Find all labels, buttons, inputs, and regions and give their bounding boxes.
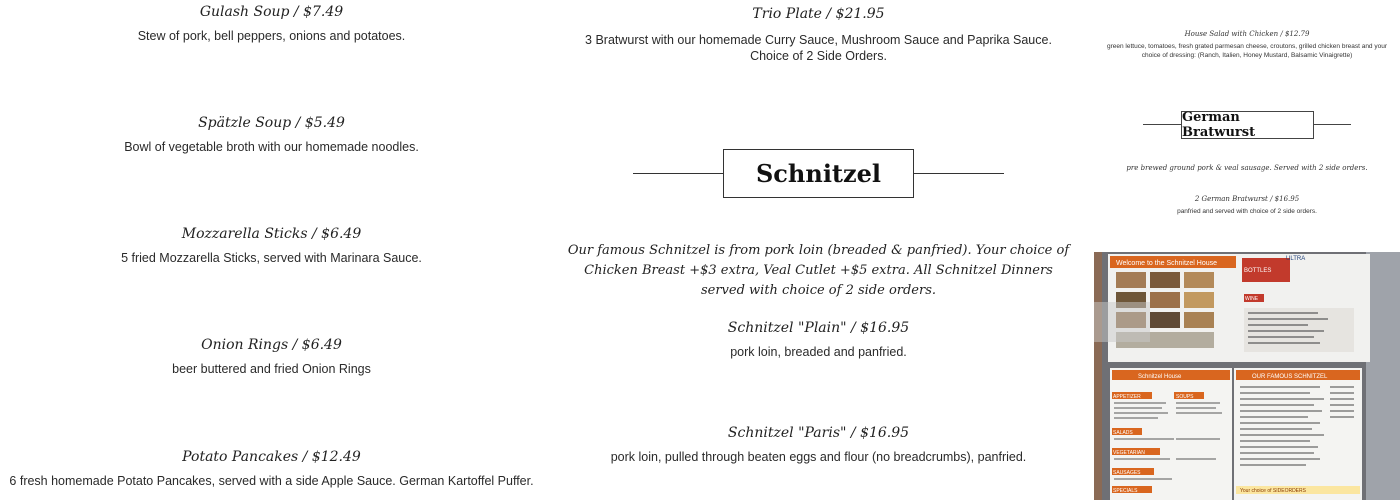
middle-menu-column [543, 0, 1094, 500]
photo-salads-label: SALADS [1113, 430, 1133, 436]
menu-item-description: green lettuce, tomatoes, fresh grated parmesan cheese, croutons, grilled chicken breast and your choice of dressing: (Ranch, Italien, Honey Mustard, Balsamic Vinaigrette) [1106, 43, 1388, 59]
photo-vegetarian-label: VEGETARIAN [1113, 450, 1145, 456]
menu-item-trio-plate [543, 4, 1094, 64]
menu-board-photo [1094, 252, 1400, 500]
divider-line [1313, 124, 1351, 125]
menu-item-german-bratwurst [1104, 195, 1390, 216]
menu-item-description: Bowl of vegetable broth with our homemade noodles. [124, 140, 419, 154]
menu-item-gulash-soup [0, 2, 543, 44]
photo-sides-label: Your choice of SIDEORDERS [1240, 488, 1306, 494]
menu-board-photo-graphic [1094, 252, 1400, 500]
menu-item-schnitzel-plain [543, 318, 1094, 360]
menu-item-title: Schnitzel "Paris" / $16.95 [727, 425, 910, 441]
right-menu-column [1094, 0, 1400, 500]
menu-item-title: Schnitzel "Plain" / $16.95 [727, 320, 910, 336]
menu-item-description: 3 Bratwurst with our homemade Curry Sauce, Mushroom Sauce and Paprika Sauce. Choice of 2 Side Orders. [585, 33, 1052, 63]
schnitzel-intro: Our famous Schnitzel is from pork loin (breaded & panfried). Your choice of Chicken Breast +$3 extra, Veal Cutlet +$5 extra. All Schnitzel Dinners served with choice of 2 side orders. [567, 243, 1070, 298]
divider-line [633, 173, 723, 174]
left-menu-column [0, 0, 543, 500]
menu-item-house-salad [1102, 30, 1392, 60]
section-title: Schnitzel [755, 159, 882, 188]
menu-item-description: panfried and served with choice of 2 side orders. [1177, 208, 1317, 215]
menu-item-spaetzle-soup [0, 113, 543, 155]
photo-wine-label: WINE [1245, 296, 1259, 302]
bratwurst-section-header [1094, 111, 1400, 139]
menu-item-title: Mozzarella Sticks / $6.49 [181, 226, 362, 242]
section-title-box [1181, 111, 1314, 139]
section-title: German Bratwurst [1182, 110, 1256, 140]
divider-line [914, 173, 1004, 174]
menu-item-description: Stew of pork, bell peppers, onions and potatoes. [137, 29, 406, 43]
photo-bottles-label: BOTTLES [1244, 268, 1272, 274]
photo-menu-title: Schnitzel House [1138, 374, 1182, 380]
menu-item-title: Gulash Soup / $7.49 [199, 4, 344, 20]
menu-item-description: 5 fried Mozzarella Sticks, served with Marinara Sauce. [121, 251, 422, 265]
menu-item-description: pork loin, breaded and panfried. [730, 345, 907, 359]
menu-item-title: Spätzle Soup / $5.49 [198, 115, 345, 131]
photo-specials-label: SPECIALS [1113, 488, 1138, 494]
section-intro-text: pre brewed ground pork & veal sausage. Served with 2 side orders. [1126, 164, 1368, 172]
menu-item-title: 2 German Bratwurst / $16.95 [1194, 195, 1300, 203]
menu-item-title: Trio Plate / $21.95 [752, 6, 885, 22]
menu-item-description: 6 fresh homemade Potato Pancakes, served with a side Apple Sauce. German Kartoffel Puffer. [9, 474, 534, 488]
menu-item-title: Potato Pancakes / $12.49 [182, 449, 361, 465]
menu-item-description: beer buttered and fried Onion Rings [172, 362, 371, 376]
section-title-box [723, 149, 914, 198]
menu-item-title: House Salad with Chicken / $12.79 [1184, 30, 1310, 38]
schnitzel-section-header [543, 149, 1094, 199]
bratwurst-intro [1104, 164, 1390, 172]
menu-item-onion-rings [0, 335, 543, 377]
menu-item-potato-pancakes [0, 447, 543, 489]
photo-welcome-text: Welcome to the Schnitzel House [1116, 260, 1218, 267]
photo-famous-label: OUR FAMOUS SCHNITZEL [1252, 374, 1328, 380]
photo-appetizer-label: APPETIZER [1113, 394, 1141, 400]
photo-ultra-label: ULTRA [1286, 256, 1306, 262]
menu-item-schnitzel-paris [543, 423, 1094, 465]
menu-item-description: pork loin, pulled through beaten eggs and flour (no breadcrumbs), panfried. [610, 450, 1027, 464]
menu-item-mozzarella-sticks [0, 224, 543, 266]
photo-sausages-label: SAUSAGES [1113, 470, 1141, 476]
divider-line [1143, 124, 1181, 125]
photo-soups-label: SOUPS [1176, 394, 1194, 400]
menu-item-title: Onion Rings / $6.49 [201, 337, 342, 353]
